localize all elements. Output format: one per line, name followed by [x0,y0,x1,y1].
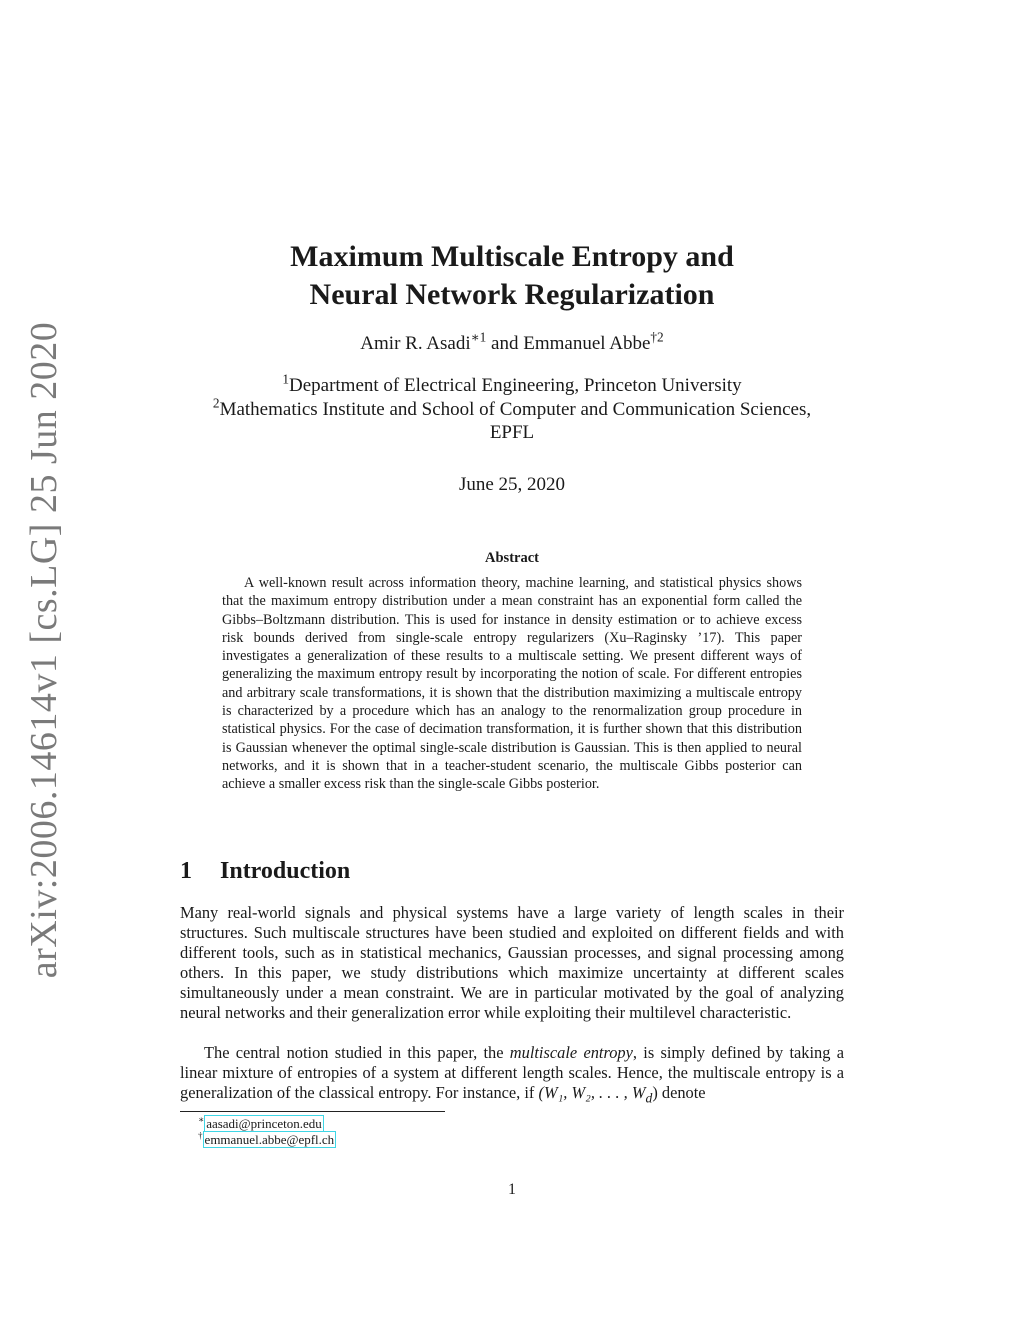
footnote-2-mark: † [198,1130,203,1141]
arxiv-identifier: arXiv:2006.14614v1 [cs.LG] 25 Jun 2020 [23,321,65,979]
footnote-rule [180,1111,445,1112]
abstract-heading: Abstract [485,550,539,566]
abstract-text: A well-known result across information theory, machine learning, and statistical physics shows that the maximum entropy distribution under a mean constraint has an exponential form called the Gibbs–Boltzmann distribution. This is used for instance in density estimation or to achieve excess risk bounds derived from single-scale entropy regularizers (Xu–Raginsky ’17). This paper investigates a generalization of these results to a multiscale setting. We present different ways of generalizing the maximum entropy result by incorporating the notion of scale. For different entropies and arbitrary scale transformations, it is shown that the distribution maximizing a multiscale entropy is characterized by a procedure which has an analogy to the renormalization group procedure in statistical physics. For the case of decimation transformation, it is further shown that this distribution is Gaussian whenever the optimal single-scale distribution is Gaussian. This is then applied to neural networks, and it is shown that in a teacher-student scenario, the multiscale Gibbs posterior can achieve a smaller excess risk than the single-scale Gibbs posterior. [222,575,802,793]
paper-date: June 25, 2020 [458,474,566,495]
section-heading-introduction [180,858,350,885]
section-title: Introduction [220,858,351,884]
affiliation-2-continued: EPFL [489,422,535,443]
affiliation-2-mark: 2 [212,395,220,411]
para2-math: (W₁, W₂, . . . , W [538,1083,646,1102]
affiliation-1 [0,371,1024,398]
footnote-1 [198,1116,324,1132]
footnote-2 [198,1132,336,1148]
page-number: 1 [508,1181,516,1198]
footnote-1-mark: ∗ [198,1114,205,1125]
author-2-mark: †2 [650,329,664,345]
author-2: Emmanuel Abbe [523,333,651,354]
paper-title [0,238,1024,314]
para2-emphasis: multiscale entropy [509,1043,633,1062]
affiliation-1-mark: 1 [282,371,289,387]
intro-paragraph-2 [180,1043,844,1108]
para2-start: The central notion studied in this paper, the [204,1043,510,1062]
title-line-1: Maximum Multiscale Entropy and [290,240,734,273]
author-1: Amir R. Asadi [360,333,471,354]
author-joiner: and [486,333,524,354]
intro-paragraph-1: Many real-world signals and physical systems have a large variety of length scales in their structures. Such multiscale structures have been studied and exploited on different fields and with different tools, such as in statistical mechanics, Gaussian processes, and signal processing among others. In this paper, we study distributions which maximize uncertainty at different scales simultaneously under a mean constraint. We are in particular motivated by the goal of analyzing neural networks and their generalization error while exploiting their multilevel characteristic. [180,903,844,1022]
affiliations [0,371,1024,445]
affiliation-1-text: Department of Electrical Engineering, Princeton University [288,375,742,396]
email-link-asadi[interactable]: aasadi@princeton.edu [206,1116,322,1131]
para2-math-subscript: d [645,1090,653,1106]
affiliation-2-text: Mathematics Institute and School of Computer and Communication Sciences, [219,398,812,420]
author-line [0,329,1024,355]
title-line-2: Neural Network Regularization [309,278,715,311]
section-number: 1 [180,858,192,884]
email-link-abbe[interactable]: emmanuel.abbe@epfl.ch [204,1132,335,1147]
affiliation-2 [0,395,1024,422]
para2-middle: , is simply defined by taking a linear mixture of entropies of a system at different length scales. Hence, the multiscale entropy is a generalization of the classical entropy. For instance, if [180,1043,844,1102]
author-1-mark: ∗1 [470,329,487,345]
para2-end: ) denote [652,1083,706,1102]
